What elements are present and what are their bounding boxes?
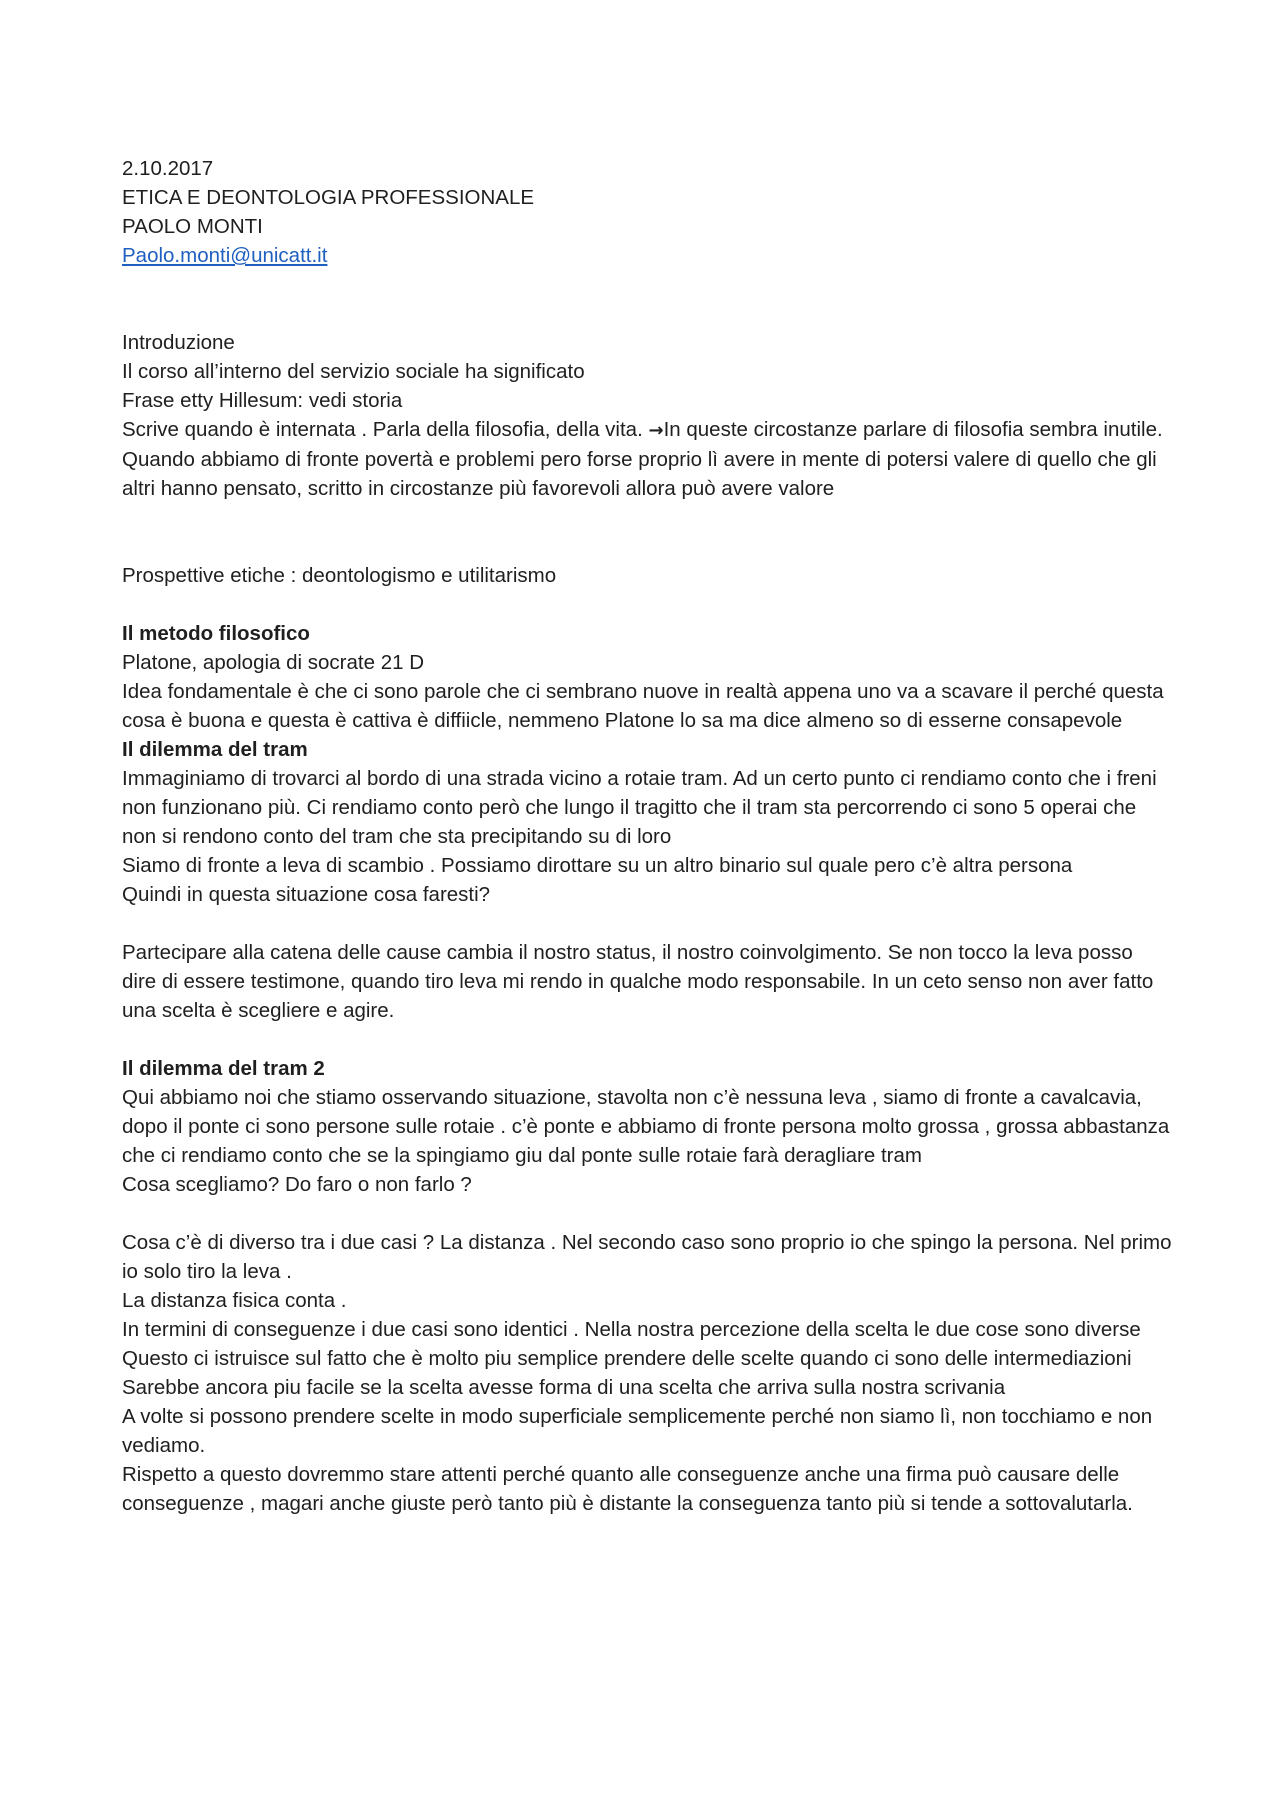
spacer xyxy=(122,909,1172,938)
metodo-paragraph: Idea fondamentale è che ci sono parole che ci sembrano nuove in realtà appena uno va a scavare il perché questa cosa è buona e questa è cattiva è diffiicle, nemmeno Platone lo sa ma dice almeno so di esserne consapevole xyxy=(122,680,1164,732)
tram1-paragraph-2: Siamo di fronte a leva di scambio . Possiamo dirottare su un altro binario sul quale pero c’è altra persona xyxy=(122,854,1073,877)
tram2-paragraph-7: Sarebbe ancora piu facile se la scelta avesse forma di una scelta che arriva sulla nostra scrivania xyxy=(122,1376,1006,1399)
intro-line-2: Frase etty Hillesum: vedi storia xyxy=(122,389,403,412)
tram1-heading: Il dilemma del tram xyxy=(122,738,308,761)
intro-paragraph-rest: In queste circostanze parlare di filosofia sembra inutile. Quando abbiamo di fronte povertà e problemi pero forse proprio lì avere in mente di potersi valere di quello che gli altri hanno pensato, scritto in circostanze più favorevoli allora può avere valore xyxy=(122,418,1163,500)
spacer xyxy=(122,590,1172,619)
date-line: 2.10.2017 xyxy=(122,157,214,180)
email-link[interactable]: Paolo.monti@unicatt.it xyxy=(122,244,328,267)
tram1-paragraph-4: Partecipare alla catena delle cause cambia il nostro status, il nostro coinvolgimento. Se non tocco la leva posso dire di essere testimone, quando tiro leva mi rendo in qualche modo responsabile. In un ceto senso non aver fatto una scelta è scegliere e agire. xyxy=(122,941,1154,1022)
tram2-paragraph-8: A volte si possono prendere scelte in modo superficiale semplicemente perché non siamo lì, non tocchiamo e non vediamo. xyxy=(122,1405,1153,1457)
arrow-right-icon: → xyxy=(648,420,664,441)
email-line xyxy=(122,241,1172,270)
metodo-heading: Il metodo filosofico xyxy=(122,622,310,645)
intro-line-1: Il corso all’interno del servizio sociale ha significato xyxy=(122,360,585,383)
tram1-paragraph-3: Quindi in questa situazione cosa faresti? xyxy=(122,883,491,906)
intro-paragraph xyxy=(122,415,1172,503)
tram2-paragraph-3: Cosa c’è di diverso tra i due casi ? La distanza . Nel secondo caso sono proprio io che spingo la persona. Nel primo io solo tiro la leva . xyxy=(122,1231,1172,1283)
tram2-paragraph-5: In termini di conseguenze i due casi sono identici . Nella nostra percezione della scelta le due cose sono diverse xyxy=(122,1318,1141,1341)
spacer xyxy=(122,503,1172,561)
tram2-paragraph-9: Rispetto a questo dovremmo stare attenti perché quanto alle conseguenze anche una firma può causare delle conseguenze , magari anche giuste però tanto più è distante la conseguenza tanto più si tende a sottovalutarla. xyxy=(122,1463,1133,1515)
tram1-paragraph-1: Immaginiamo di trovarci al bordo di una strada vicino a rotaie tram. Ad un certo punto ci rendiamo conto che i freni non funzionano più. Ci rendiamo conto però che lungo il tragitto che il tram sta percorrendo ci sono 5 operai che non si rendono conto del tram che sta precipitando su di loro xyxy=(122,767,1157,848)
spacer xyxy=(122,1025,1172,1054)
spacer xyxy=(122,1199,1172,1228)
tram2-paragraph-6: Questo ci istruisce sul fatto che è molto piu semplice prendere delle scelte quando ci sono delle intermediazioni xyxy=(122,1347,1132,1370)
metodo-line-1: Platone, apologia di socrate 21 D xyxy=(122,651,425,674)
spacer xyxy=(122,270,1172,328)
tram2-heading: Il dilemma del tram 2 xyxy=(122,1057,325,1080)
prospettive-line: Prospettive etiche : deontologismo e utilitarismo xyxy=(122,564,557,587)
tram2-paragraph-2: Cosa scegliamo? Do faro o non farlo ? xyxy=(122,1173,472,1196)
course-title: ETICA E DEONTOLOGIA PROFESSIONALE xyxy=(122,186,535,209)
tram2-paragraph-4: La distanza fisica conta . xyxy=(122,1289,347,1312)
professor-name: PAOLO MONTI xyxy=(122,215,263,238)
document-body xyxy=(122,154,1172,1518)
intro-title: Introduzione xyxy=(122,331,235,354)
tram2-paragraph-1: Qui abbiamo noi che stiamo osservando situazione, stavolta non c’è nessuna leva , siamo di fronte a cavalcavia, dopo il ponte ci sono persone sulle rotaie . c’è ponte e abbiamo di fronte persona molto grossa , grossa abbastanza che ci rendiamo conto che se la spingiamo giu dal ponte sulle rotaie farà deragliare tram xyxy=(122,1086,1170,1167)
intro-paragraph-start: Scrive quando è internata . Parla della filosofia, della vita. xyxy=(122,418,649,441)
